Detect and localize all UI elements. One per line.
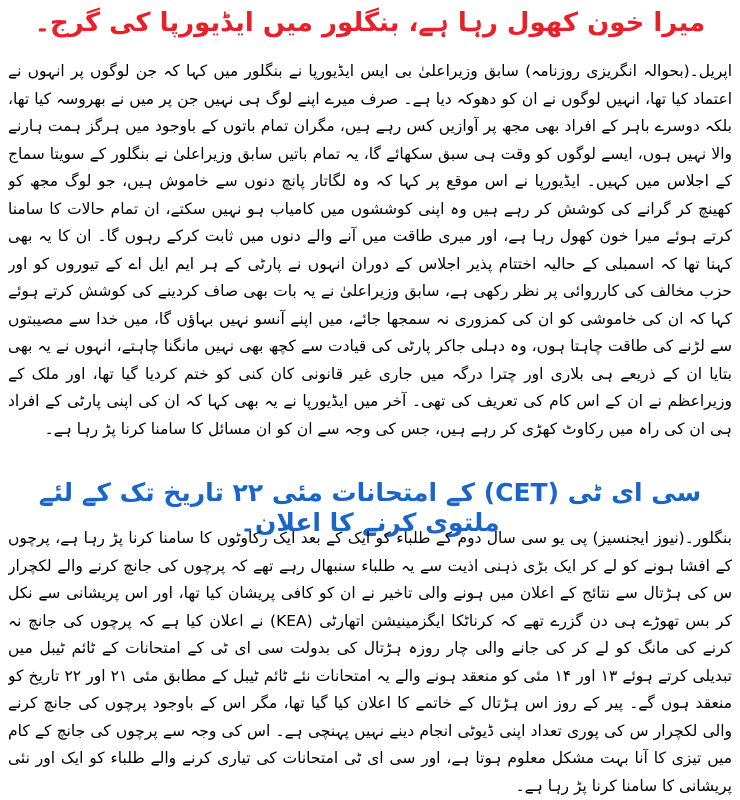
article-yeddyurappa-body: اپریل۔(بحوالہ انگریزی روزنامہ) سابق وزیراعلیٰ بی ایس ایڈیورپا نے بنگلور میں کہا کہ جن لوگوں پر انہوں نے اعتماد کیا تھا، انہیں لوگوں نے ان کو دھوکہ دیا ہے۔ صرف میرے اپنے لوگ ہی نہیں جن پر میں نے بھروسہ کیا تھا، بلکہ دوسرے باہر کے افراد بھی مجھ پر آوازیں کس رہے ہیں، مگران تمام باتوں کے باوجود میں ہرگز ہمت ہارنے والا نہیں ہوں، ایسے لوگوں کو وقت ہی سبق سکھائے گا، یہ تمام باتیں سابق وزیراعلیٰ نے بنگلور کے سویتا سماج کے اجلاس میں کہیں۔ ایڈیورپا نے اس موقع پر کہا کہ وہ لگاتار پانچ دنوں سے خاموش ہیں، جو لوگ مجھ کو کھینچ کر گرانے کی کوشش کر رہے ہیں وہ اپنی کوششوں میں کامیاب ہو نہیں سکتے، ان تمام حالات کا سامنا کرتے ہوئے میرا خون کھول رہا ہے، اور میری طاقت میں آنے والے دنوں میں ثابت کرکے رہوں گا۔ ان کا یہ بھی کہنا تھا کہ اسمبلی کے حالیہ اختتام پذیر اجلاس کے دوران انہوں نے پارٹی کے ہر ایم ایل اے کے تیوروں کو اور حزب مخالف کی کارروائی پر نظر رکھی ہے، سابق وزیراعلیٰ نے یہ بات بھی صاف کردینے کی کوشش کرتے ہوئے کہا کہ ان کی خاموشی کو ان کی کمزوری نہ سمجھا جائے، میں اپنے آنسو نہیں بہاؤں گا، میں خدا سے مصیبتوں سے لڑنے کی طاقت چاہتا ہوں، وہ دہلی جاکر پارٹی کی قیادت سے کچھ بھی نہیں مانگنا چاہتے، انہوں نے یہ بھی بتایا ان کے ذریعے ہی بلاری اور چترا درگہ میں جاری غیر قانونی کان کنی کو ختم کردیا گیا تھا، اور ملک کے وزیراعظم نے ان کے اس کام کی تعریف کی تھی۔ آخر میں ایڈیورپا نے یہ بھی کہا کہ ان کی اپنی پارٹی کے افراد ہی ان کی راہ میں رکاوٹ کھڑی کر رہے ہیں، جس کی وجہ سے ان کو ان مسائل کا سامنا کرنا پڑ رہا ہے۔ <box>8 62 732 438</box>
headline-cet-postponed: سی ای ٹی (CET) کے امتحانات مئی ۲۲ تاریخ تک کے لئے ملتوی کرنے کا اعلان۔ <box>38 478 702 537</box>
article-cet-body: بنگلور۔(نیوز ایجنسیز) پی یو سی سال دوم کے طلباء کو ایک کے بعد ایک رکاوٹوں کا سامنا کرنا پڑ رہا ہے، پرچوں کے افشا ہونے کو لے کر ایک بڑی ذہنی اذیت سے یہ طلباء سنبھال رہے تھے کہ پرچوں کی جانچ کرنے والے لکچرار س کی ہڑتال سے نتائج کے اعلان میں ہونے والی تاخیر نے ان کو کافی پریشان کیا تھا، اور اس پریشانی سے نکل کر بس تھوڑے ہی دن گزرے تھے کہ کرناٹکا ایگزمینیشن اتھارٹی (KEA) نے اعلان کیا ہے کہ پرچوں کی جانچ نہ کرنے کی مانگ کو لے کر کی جانے والی چار روزہ ہڑتال کی بدولت سی ای ٹی کے امتحانات کے ٹائم ٹیبل میں تبدیلی کرتے ہوئے ۱۳ اور ۱۴ مئی کو منعقد ہونے والے یہ امتحانات نئے ٹائم ٹیبل کے مطابق مئی ۲۱ اور ۲۲ تاریخ کو منعقد ہوں گے۔ پیر کے روز اس ہڑتال کے خاتمے کا اعلان کیا گیا تھا، مگر اس کے باوجود پرچوں کی جانچ کرنے والی لکچرار س کی پوری تعداد اپنی ڈیوٹی انجام دینے نہیں پہنچی ہے۔ اس کی وجہ سے پرچوں کی جانچ کے کام میں تیزی کا آنا بہت مشکل معلوم ہوتا ہے، اور سی ای ٹی امتحانات کی تیاری کرنے والے طلباء کو ایک اور نئی پریشانی کا سامنا کرنا پڑ رہا ہے۔ <box>8 529 732 795</box>
headline-yeddyurappa: میرا خون کھول رہا ہے، بنگلور میں ایڈیورپا کی گرج۔ <box>34 8 706 38</box>
